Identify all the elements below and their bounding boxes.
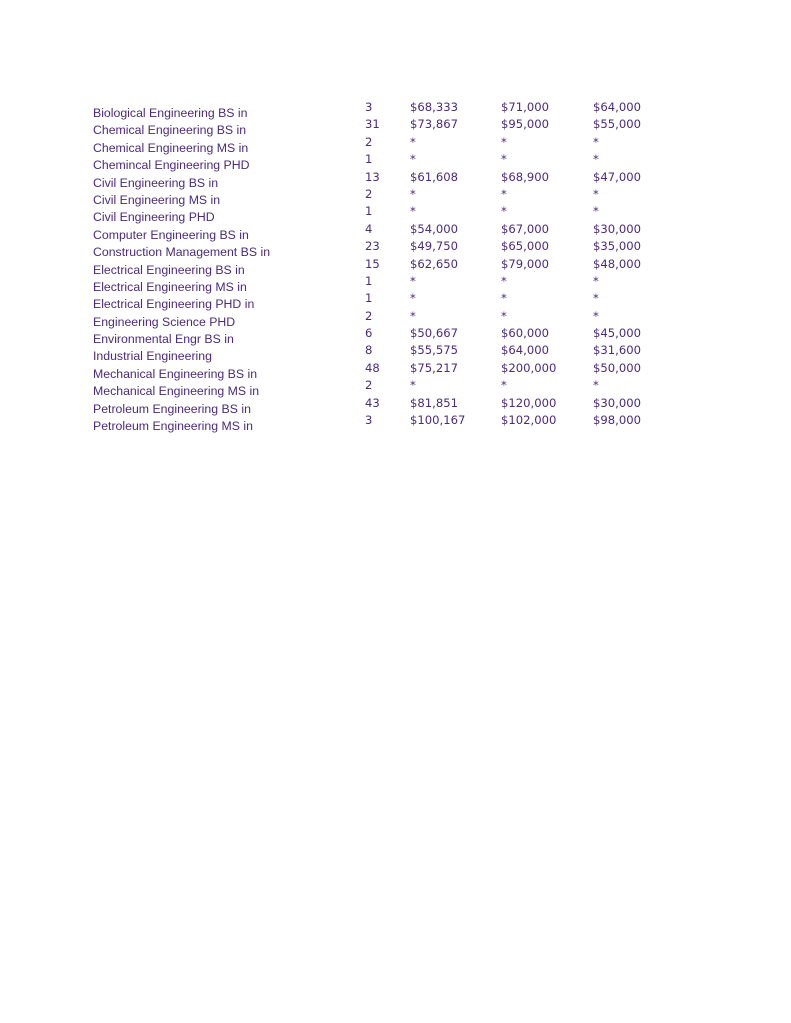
- program-name: Industrial Engineering: [93, 349, 212, 364]
- table-row: [360, 273, 660, 290]
- table-row: [360, 256, 660, 273]
- count-cell: 6: [365, 326, 373, 341]
- min-salary-cell: $31,600: [593, 343, 641, 358]
- average-salary-cell: $61,608: [410, 169, 458, 184]
- max-salary-cell: $60,000: [501, 326, 549, 341]
- average-salary-cell: $62,650: [410, 256, 458, 271]
- average-salary-cell: *: [410, 134, 416, 149]
- max-salary-cell: $67,000: [501, 221, 549, 236]
- program-name: Petroleum Engineering MS in: [93, 419, 253, 434]
- max-salary-cell: $79,000: [501, 256, 549, 271]
- max-salary-cell: *: [501, 378, 507, 393]
- program-name: Civil Engineering MS in: [93, 192, 221, 207]
- average-salary-cell: $81,851: [410, 395, 458, 410]
- average-salary-cell: *: [410, 204, 416, 219]
- program-name: Electrical Engineering BS in: [93, 262, 245, 277]
- program-name: Chemincal Engineering PHD: [93, 158, 250, 173]
- table-row: [360, 360, 660, 377]
- table-row: [360, 116, 660, 133]
- max-salary-cell: *: [501, 273, 507, 288]
- table-row: [360, 203, 660, 220]
- max-salary-cell: $95,000: [501, 117, 549, 132]
- max-salary-cell: *: [501, 134, 507, 149]
- average-salary-cell: $68,333: [410, 100, 458, 114]
- max-salary-cell: $102,000: [501, 413, 557, 428]
- count-cell: 2: [365, 378, 373, 393]
- max-salary-cell: *: [501, 204, 507, 219]
- program-name: Civil Engineering PHD: [93, 210, 215, 225]
- count-cell: 2: [365, 308, 373, 323]
- max-salary-cell: $68,900: [501, 169, 549, 184]
- program-name: Chemical Engineering MS in: [93, 140, 249, 155]
- count-cell: 23: [365, 239, 380, 254]
- program-name: Computer Engineering BS in: [93, 227, 249, 242]
- count-cell: 1: [365, 204, 373, 219]
- count-cell: 2: [365, 134, 373, 149]
- average-salary-cell: $55,575: [410, 343, 458, 358]
- program-name: Petroleum Engineering BS in: [93, 401, 251, 416]
- average-salary-cell: $49,750: [410, 239, 458, 254]
- table-row: [360, 308, 660, 325]
- count-cell: 3: [365, 100, 373, 114]
- average-salary-cell: $54,000: [410, 221, 458, 236]
- count-cell: 31: [365, 117, 380, 132]
- max-salary-cell: $64,000: [501, 343, 549, 358]
- program-name: Electrical Engineering PHD in: [93, 297, 255, 312]
- count-cell: 3: [365, 413, 373, 428]
- min-salary-cell: *: [593, 186, 599, 201]
- table-row: [360, 342, 660, 359]
- min-salary-cell: $98,000: [593, 413, 641, 428]
- average-salary-cell: *: [410, 308, 416, 323]
- min-salary-cell: *: [593, 378, 599, 393]
- program-name: Mechanical Engineering BS in: [93, 366, 258, 381]
- average-salary-cell: *: [410, 378, 416, 393]
- max-salary-cell: *: [501, 308, 507, 323]
- average-salary-cell: *: [410, 291, 416, 306]
- max-salary-cell: *: [501, 152, 507, 167]
- count-cell: 8: [365, 343, 373, 358]
- table-row: [360, 395, 660, 412]
- min-salary-cell: $48,000: [593, 256, 641, 271]
- max-salary-cell: $200,000: [501, 360, 557, 375]
- average-salary-cell: $75,217: [410, 360, 458, 375]
- table-row: [360, 221, 660, 238]
- max-salary-cell: *: [501, 186, 507, 201]
- count-cell: 1: [365, 152, 373, 167]
- table-row: [360, 412, 660, 429]
- average-salary-cell: $73,867: [410, 117, 458, 132]
- min-salary-cell: $30,000: [593, 395, 641, 410]
- table-row: [360, 186, 660, 203]
- min-salary-cell: $50,000: [593, 360, 641, 375]
- count-cell: 15: [365, 256, 380, 271]
- table-row: [360, 290, 660, 307]
- average-salary-cell: $100,167: [410, 413, 466, 428]
- min-salary-cell: $55,000: [593, 117, 641, 132]
- table-row: [360, 238, 660, 255]
- count-cell: 2: [365, 186, 373, 201]
- min-salary-cell: $64,000: [593, 100, 641, 114]
- table-row: [360, 377, 660, 394]
- average-salary-cell: $50,667: [410, 326, 458, 341]
- program-name: Engineering Science PHD: [93, 314, 236, 329]
- count-cell: 48: [365, 360, 380, 375]
- salary-values-table: [360, 99, 660, 429]
- min-salary-cell: *: [593, 204, 599, 219]
- table-row: [360, 99, 660, 116]
- max-salary-cell: $120,000: [501, 395, 557, 410]
- program-name: Mechanical Engineering MS in: [93, 384, 260, 399]
- max-salary-cell: *: [501, 291, 507, 306]
- program-name: Construction Management BS in: [93, 245, 271, 260]
- table-row: [360, 151, 660, 168]
- count-cell: 1: [365, 291, 373, 306]
- min-salary-cell: $30,000: [593, 221, 641, 236]
- average-salary-cell: *: [410, 186, 416, 201]
- count-cell: 1: [365, 273, 373, 288]
- table-row: [360, 325, 660, 342]
- table-row: [360, 169, 660, 186]
- program-names-column: [93, 105, 363, 435]
- count-cell: 4: [365, 221, 373, 236]
- program-name: Civil Engineering BS in: [93, 175, 219, 190]
- program-name: Environmental Engr BS in: [93, 332, 234, 347]
- min-salary-cell: *: [593, 308, 599, 323]
- count-cell: 13: [365, 169, 380, 184]
- program-name: Electrical Engineering MS in: [93, 279, 247, 294]
- average-salary-cell: *: [410, 152, 416, 167]
- min-salary-cell: *: [593, 273, 599, 288]
- min-salary-cell: $47,000: [593, 169, 641, 184]
- min-salary-cell: *: [593, 291, 599, 306]
- max-salary-cell: $71,000: [501, 100, 549, 114]
- min-salary-cell: *: [593, 152, 599, 167]
- count-cell: 43: [365, 395, 380, 410]
- average-salary-cell: *: [410, 273, 416, 288]
- max-salary-cell: $65,000: [501, 239, 549, 254]
- min-salary-cell: $35,000: [593, 239, 641, 254]
- program-name: Biological Engineering BS in: [93, 106, 248, 120]
- min-salary-cell: *: [593, 134, 599, 149]
- program-name: Chemical Engineering BS in: [93, 123, 247, 138]
- min-salary-cell: $45,000: [593, 326, 641, 341]
- table-row: [360, 134, 660, 151]
